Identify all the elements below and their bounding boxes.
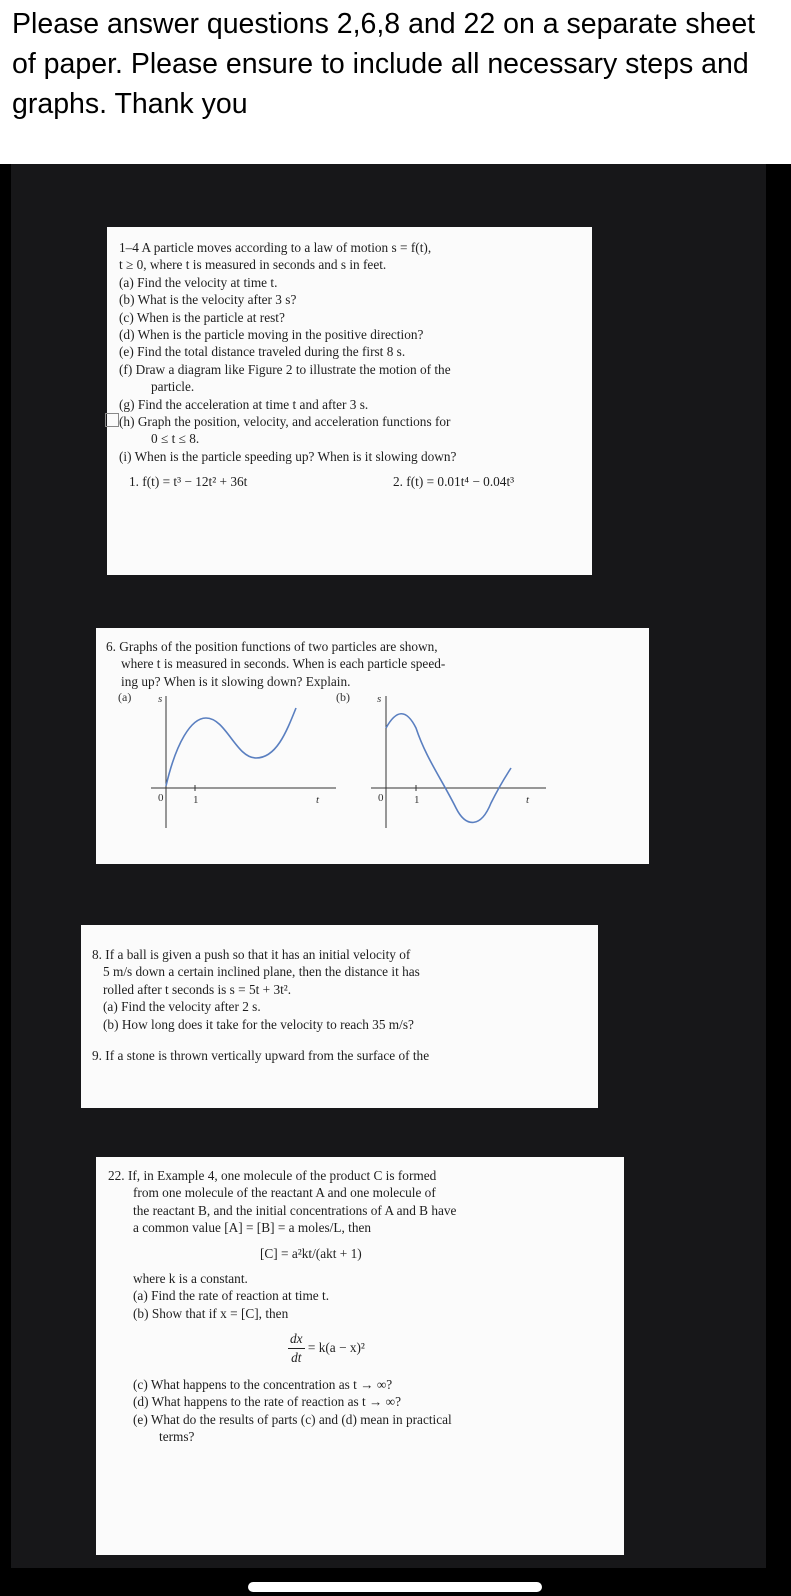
graph-b-label: (b) [336,690,350,704]
problem-card-22 [96,1157,624,1555]
graph-icon [105,413,119,427]
graph-a-t-label: t [316,794,320,806]
derivative-denominator: dt [291,1349,302,1365]
part-h-text: (h) Graph the position, velocity, and acceleration functions for [119,414,451,430]
part-i: (i) When is the particle speeding up? When is it slowing down? [119,448,457,464]
question-header [0,0,791,164]
part-e: (e) Find the total distance traveled during the first 8 s. [119,344,406,360]
home-indicator[interactable] [248,1582,542,1592]
card2-bottom-edge [96,864,649,874]
p6-line-3: ing up? When is it slowing down? Explain. [121,673,351,689]
p22-part-e-cont: terms? [159,1429,195,1445]
graph-a-tick: 1 [193,794,199,806]
intro-line-2: t ≥ 0, where t is measured in seconds and s in feet. [119,257,387,273]
p22-part-a: (a) Find the rate of reaction at time t. [133,1288,330,1304]
part-h [119,413,592,430]
derivative-fraction [288,1330,305,1366]
graph-a-curve [166,708,296,786]
graph-b-curve [386,714,511,823]
p22-part-e: (e) What do the results of parts (c) and (d) mean in practical [133,1411,452,1427]
p22-part-b: (b) Show that if x = [C], then [133,1305,289,1321]
derivative-rhs: = k(a − x)² [307,1340,365,1356]
p22-part-d: (d) What happens to the rate of reaction as t → ∞? [133,1394,402,1410]
graph-a-origin: 0 [158,792,164,804]
graph-a-label: (a) [118,690,132,704]
problem-card-8 [81,925,598,1108]
graph-b-t-label: t [526,794,530,806]
graph-a-s-label: s [158,693,163,705]
concentration-equation: [C] = a²kt/(akt + 1) [260,1245,362,1261]
p8-line-1: 8. If a ball is given a push so that it has an initial velocity of [92,947,411,962]
p8-part-a: (a) Find the velocity after 2 s. [103,999,261,1015]
p22-where: where k is a constant. [133,1271,248,1287]
part-g: (g) Find the acceleration at time t and after 3 s. [119,396,369,412]
graph-b-tick: 1 [414,794,420,806]
part-h-cont: 0 ≤ t ≤ 8. [151,431,200,447]
p6-line-2: where t is measured in seconds. When is each particle speed- [121,656,446,672]
part-a: (a) Find the velocity at time t. [119,274,278,290]
p8-line-3: rolled after t seconds is s = 5t + 3t². [103,981,292,997]
p22-part-c: (c) What happens to the concentration as t → ∞? [133,1377,393,1393]
p6-line-1: 6. Graphs of the position functions of two particles are shown, [106,639,438,654]
derivative-equation [108,1330,624,1366]
p22-line-4: a common value [A] = [B] = a moles/L, then [133,1220,372,1236]
part-c: (c) When is the particle at rest? [119,309,285,325]
intro-line-1: 1–4 A particle moves according to a law of motion s = f(t), [119,240,432,255]
part-f: (f) Draw a diagram like Figure 2 to illustrate the motion of the [119,361,451,377]
problem-card-1-4 [107,227,592,575]
problem-card-6 [96,628,649,874]
header-message: Please answer questions 2,6,8 and 22 on a separate sheet of paper. Please ensure to include all necessary steps and graphs. Thank you [12,8,756,120]
part-f-cont: particle. [151,379,195,395]
p22-line-1: 22. If, in Example 4, one molecule of the product C is formed [108,1168,437,1183]
equation-1: 1. f(t) = t³ − 12t² + 36t [129,474,248,490]
part-b: (b) What is the velocity after 3 s? [119,292,297,308]
p22-line-3: the reactant B, and the initial concentrations of A and B have [133,1202,457,1218]
p8-part-b: (b) How long does it take for the velocity to reach 35 m/s? [103,1016,414,1032]
graph-b-origin: 0 [378,792,384,804]
derivative-numerator: dx [288,1330,305,1348]
part-d: (d) When is the particle moving in the positive direction? [119,327,424,343]
p8-line-2: 5 m/s down a certain inclined plane, then the distance it has [103,964,420,980]
p22-line-2: from one molecule of the reactant A and one molecule of [133,1185,436,1201]
equations-row [119,473,592,490]
position-graphs [96,688,626,838]
equation-2: 2. f(t) = 0.01t⁴ − 0.04t³ [393,474,515,490]
p9-line-1: 9. If a stone is thrown vertically upward from the surface of the [92,1048,430,1064]
graph-b-s-label: s [377,693,382,705]
